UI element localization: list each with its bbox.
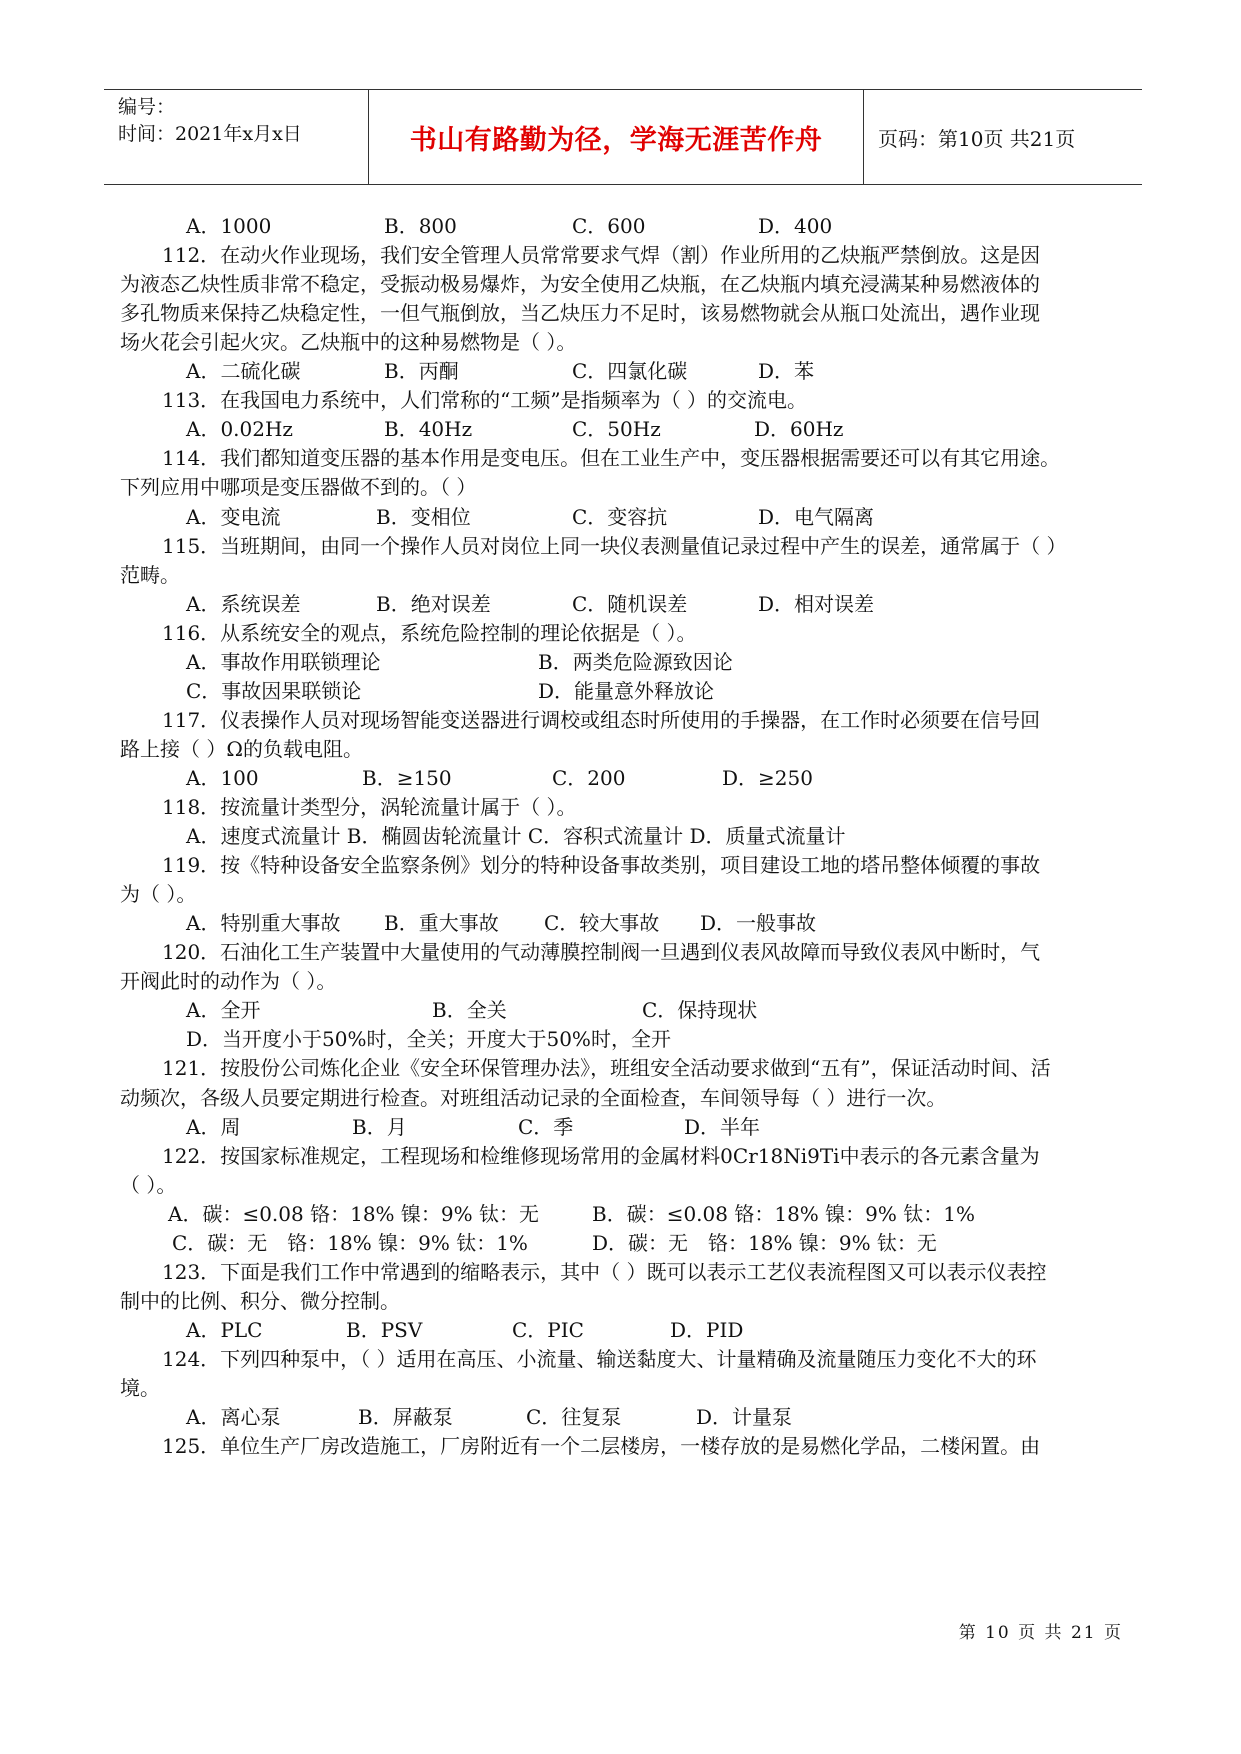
option-text: B．月 [352,1115,407,1139]
serial-label: 编号： [118,96,176,118]
option-text: D．当开度小于50%时，全关；开度大于50%时，全开 [186,1027,671,1051]
question-continuation: （ ）。 [120,1173,177,1197]
question-continuation: 境。 [120,1376,160,1400]
question-text: 120．石油化工生产装置中大量使用的气动薄膜控制阀一旦遇到仪表风故障而导致仪表风中断时，气 [162,940,1041,964]
option-text: A．离心泵 [186,1405,281,1429]
option-text: A．系统误差 [186,592,301,616]
option-text: B．PSV [346,1318,423,1342]
question-text: 117．仪表操作人员对现场智能变送器进行调校或组态时所使用的手操器，在工作时必须要在信号回 [162,708,1041,732]
option-text: C．季 [518,1115,574,1139]
option-text: B．两类危险源致因论 [538,650,733,674]
option-text: A．速度式流量计 B．椭圆齿轮流量计 C．容积式流量计 D．质量式流量计 [186,824,846,848]
option-text: A．二硫化碳 [186,359,301,383]
option-text: C．事故因果联锁论 [186,679,362,703]
option-text: D．60Hz [754,417,844,441]
page-footer: 第 10 页 共 21 页 [958,1623,1123,1643]
page-info: 页码：第10页 共21页 [878,126,1076,151]
page-header [104,89,1142,185]
date-label: 时间：2021年x月x日 [118,123,302,145]
option-text: B．40Hz [384,417,473,441]
option-text: C．变容抗 [572,505,668,529]
question-text: 122．按国家标准规定，工程现场和检维修现场常用的金属材料0Cr18Ni9Ti中表示的各元素含量为 [162,1144,1040,1168]
option-text: A．特别重大事故 [186,911,341,935]
question-text: 115．当班期间，由同一个操作人员对岗位上同一块仪表测量值记录过程中产生的误差，通常属于（ ） [162,534,1067,558]
option-text: C．600 [572,214,646,238]
question-text: 124．下列四种泵中，（ ）适用在高压、小流量、输送黏度大、计量精确及流量随压力变化不大的环 [162,1347,1037,1371]
option-text: D．PID [670,1318,744,1342]
option-text: C．碳：无 铬：18% 镍：9% 钛：1% [172,1231,528,1255]
option-text: B．碳：≤0.08 铬：18% 镍：9% 钛：1% [592,1202,975,1226]
option-text: C．随机误差 [572,592,688,616]
option-text: D．400 [758,214,833,238]
option-text: B．绝对误差 [376,592,491,616]
option-text: A．100 [186,766,259,790]
option-text: B．重大事故 [384,911,499,935]
question-text: 123．下面是我们工作中常遇到的缩略表示，其中（ ）既可以表示工艺仪表流程图又可以表示仪表控 [162,1260,1047,1284]
option-text: D．电气隔离 [758,505,875,529]
option-text: D．计量泵 [696,1405,793,1429]
option-text: D．能量意外释放论 [538,679,715,703]
option-text: D．碳：无 铬：18% 镍：9% 钛：无 [592,1231,937,1255]
option-text: C．四氯化碳 [572,359,688,383]
motto-text: 书山有路勤为径，学海无涯苦作舟 [409,124,823,156]
question-text: 121．按股份公司炼化企业《安全环保管理办法》，班组安全活动要求做到“五有”，保证活动时间、活 [162,1056,1051,1080]
option-text: D．一般事故 [700,911,817,935]
question-continuation: 多孔物质来保持乙炔稳定性，一但气瓶倒放，当乙炔压力不足时，该易燃物就会从瓶口处流出，遇作业现 [120,301,1040,325]
option-text: C．保持现状 [642,998,758,1022]
option-text: B．变相位 [376,505,471,529]
option-text: B．全关 [432,998,507,1022]
question-continuation: 范畴。 [120,563,180,587]
option-text: D．相对误差 [758,592,875,616]
option-text: B．屏蔽泵 [358,1405,453,1429]
option-text: C．较大事故 [544,911,660,935]
header-motto-cell [368,90,864,184]
question-text: 119．按《特种设备安全监察条例》划分的特种设备事故类别，项目建设工地的塔吊整体倾覆的事故 [162,853,1041,877]
question-continuation: 下列应用中哪项是变压器做不到的。（ ） [120,475,477,499]
question-continuation: 场火花会引起火灾。乙炔瓶中的这种易燃物是（ ）。 [120,330,577,354]
question-text: 116．从系统安全的观点，系统危险控制的理论依据是（ ）。 [162,621,697,645]
option-text: B．800 [384,214,457,238]
question-text: 118．按流量计类型分，涡轮流量计属于（ ）。 [162,795,577,819]
header-left-cell [118,90,368,188]
option-text: B．丙酮 [384,359,459,383]
question-continuation: 为液态乙炔性质非常不稳定，受振动极易爆炸，为安全使用乙炔瓶，在乙炔瓶内填充浸满某种易燃液体的 [120,272,1040,296]
option-text: C．200 [552,766,626,790]
option-text: A．变电流 [186,505,281,529]
option-text: C．PIC [512,1318,584,1342]
question-continuation: 开阀此时的动作为（ ）。 [120,969,337,993]
option-text: A．全开 [186,998,261,1022]
option-text: A．事故作用联锁理论 [186,650,381,674]
question-text: 112．在动火作业现场，我们安全管理人员常常要求气焊（割）作业所用的乙炔瓶严禁倒放。这是因 [162,243,1041,267]
option-text: A．0.02Hz [186,417,293,441]
option-text: C．往复泵 [526,1405,622,1429]
option-text: D．苯 [758,359,815,383]
option-text: A．PLC [186,1318,263,1342]
question-text: 113．在我国电力系统中，人们常称的“工频”是指频率为（ ）的交流电。 [162,388,807,412]
question-continuation: 路上接（ ）Ω的负载电阻。 [120,737,363,761]
question-text: 114．我们都知道变压器的基本作用是变电压。但在工业生产中，变压器根据需要还可以有其它用途。 [162,446,1061,470]
question-continuation: 动频次，各级人员要定期进行检查。对班组活动记录的全面检查，车间领导每（ ）进行一次。 [120,1086,947,1110]
option-text: D．≥250 [722,766,813,790]
option-text: A．碳：≤0.08 铬：18% 镍：9% 钛：无 [168,1202,539,1226]
option-text: B．≥150 [362,766,452,790]
header-page-cell [864,90,1156,184]
question-text: 125．单位生产厂房改造施工，厂房附近有一个二层楼房，一楼存放的是易燃化学品，二楼闲置。由 [162,1434,1041,1458]
option-text: D．半年 [684,1115,761,1139]
option-text: A．周 [186,1115,241,1139]
option-text: C．50Hz [572,417,661,441]
question-continuation: 为（ ）。 [120,882,197,906]
option-text: A．1000 [186,214,272,238]
question-continuation: 制中的比例、积分、微分控制。 [120,1289,400,1313]
